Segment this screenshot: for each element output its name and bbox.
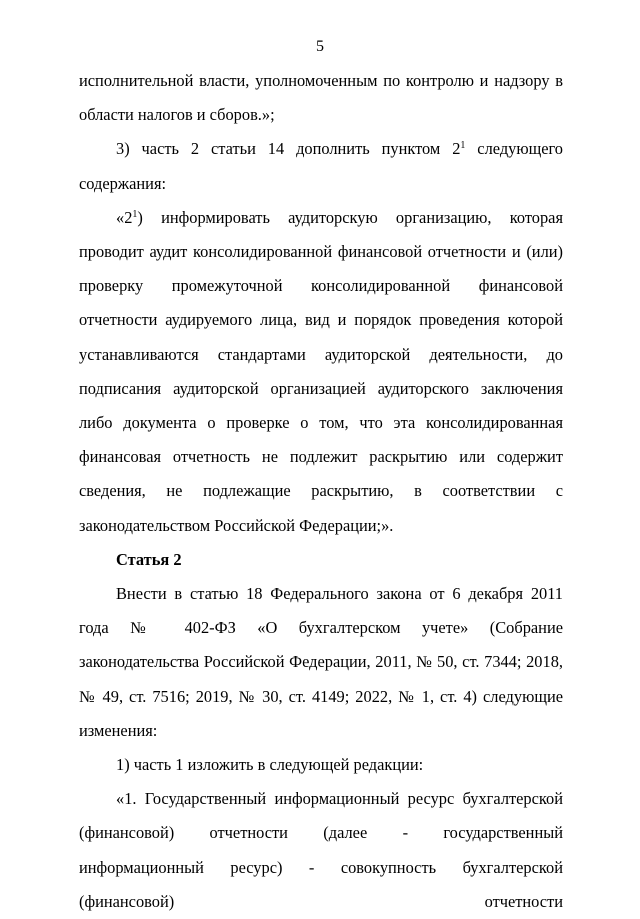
paragraph-item-3 xyxy=(79,132,563,200)
article-heading: Статья 2 xyxy=(116,549,182,569)
paragraph-quoted-clause-text-a: «2 xyxy=(116,207,133,227)
paragraph-quoted-clause xyxy=(79,201,563,543)
paragraph-item-3-text-b: следующего содержания: xyxy=(79,139,564,193)
superscript-index: 1 xyxy=(132,208,138,220)
paragraph-new-wording: «1. Государственный информационный ресурс бухгалтерской (финансовой) отчетности (далее - государственный информационный ресурс) - совокупность бухгалтерской (финансовой) отчетности xyxy=(79,789,563,911)
document-body xyxy=(79,64,563,919)
paragraph-item-3-text-a: 3) часть 2 статьи 14 дополнить пунктом 2 xyxy=(116,139,461,159)
paragraph-quoted-clause-text-b: ) информировать аудиторскую организацию, которая проводит аудит консолидированной финансовой отчетности и (или) проверку промежуточной консолидированной финансовой отчетности аудируемого лица, вид и порядок проведения которой устанавливаются стандартами аудиторской деятельности, до подписания аудиторской организацией аудиторского заключения либо документа о проверке о том, что эта консолидированная финансовая отчетность не подлежит раскрытию или содержит сведения, не подлежащие раскрытию, в соответствии с законодательством Российской Федерации;». xyxy=(79,207,563,535)
paragraph-article-2-intro: Внести в статью 18 Федерального закона от 6 декабря 2011 года № 402-ФЗ «О бухгалтерском учете» (Собрание законодательства Российской Федерации, 2011, № 50, ст. 7344; 2018, № 49, ст. 7516; 2019, № 30, ст. 4149; 2022, № 1, ст. 4) следующие изменения: xyxy=(79,584,563,740)
superscript-index: 1 xyxy=(460,140,466,152)
page-number: 5 xyxy=(316,38,324,55)
paragraph-item-1: 1) часть 1 изложить в следующей редакции: xyxy=(116,755,424,775)
paragraph-continuation: исполнительной власти, уполномоченным по контролю и надзору в области налогов и сборов.»; xyxy=(79,71,563,125)
